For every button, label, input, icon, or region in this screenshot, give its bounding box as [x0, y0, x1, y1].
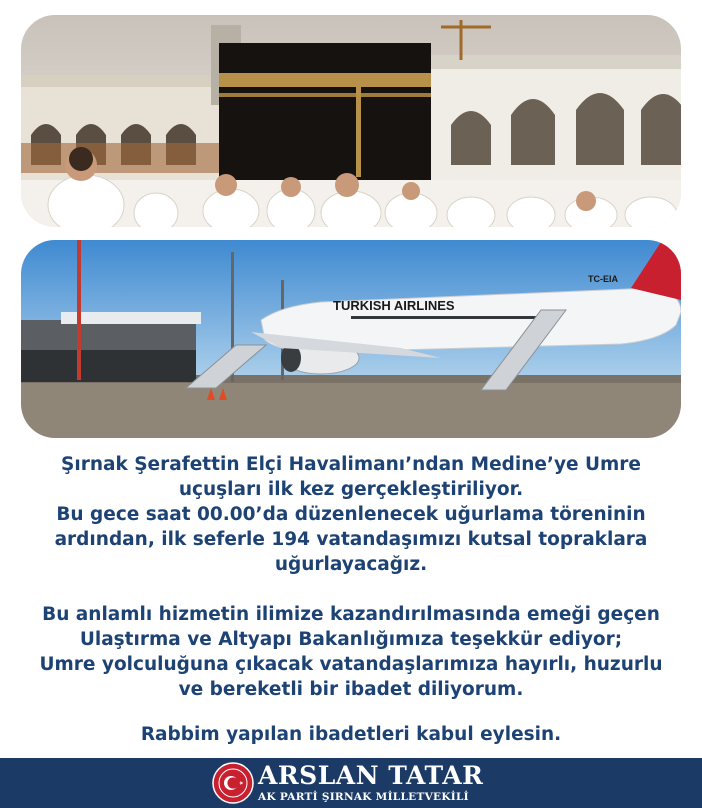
- paragraph-line: Şırnak Şerafettin Elçi Havalimanı’ndan Medine’ye Umre: [61, 454, 641, 475]
- signatory-title: AK PARTİ ŞIRNAK MİLLETVEKİLİ: [258, 791, 469, 803]
- aircraft-registration: TC-EIA: [588, 274, 618, 284]
- signature-footer: [0, 758, 702, 808]
- signatory-name: ARSLAN TATAR: [258, 761, 484, 790]
- paragraph-line: Ulaştırma ve Altyapı Bakanlığımıza teşekkür ediyor;: [79, 629, 623, 650]
- paragraph-line: Bu gece saat 00.00’da düzenlenecek uğurlama töreninin: [56, 504, 646, 525]
- kaaba-photo: [21, 15, 681, 227]
- airplane-photo: [21, 240, 681, 438]
- blessing-line: Rabbim yapılan ibadetleri kabul eylesin.: [140, 724, 562, 745]
- paragraph-line: Umre yolculuğuna çıkacak vatandaşlarımıza hayırlı, huzurlu: [39, 654, 663, 675]
- paragraph-line: uçuşları ilk kez gerçekleştiriliyor.: [178, 479, 524, 500]
- paragraph-line: uğurlayacağız.: [274, 554, 428, 575]
- paragraph-line: ve bereketli bir ibadet diliyorum.: [178, 679, 524, 700]
- announcement-text: [10, 452, 692, 747]
- paragraph-line: Bu anlamlı hizmetin ilimize kazandırılmasında emeği geçen: [42, 604, 660, 625]
- turkish-emblem-icon: [212, 762, 254, 804]
- aircraft-title: TURKISH AIRLINES: [333, 298, 455, 313]
- paragraph-line: ardından, ilk seferle 194 vatandaşımızı kutsal topraklara: [54, 529, 648, 550]
